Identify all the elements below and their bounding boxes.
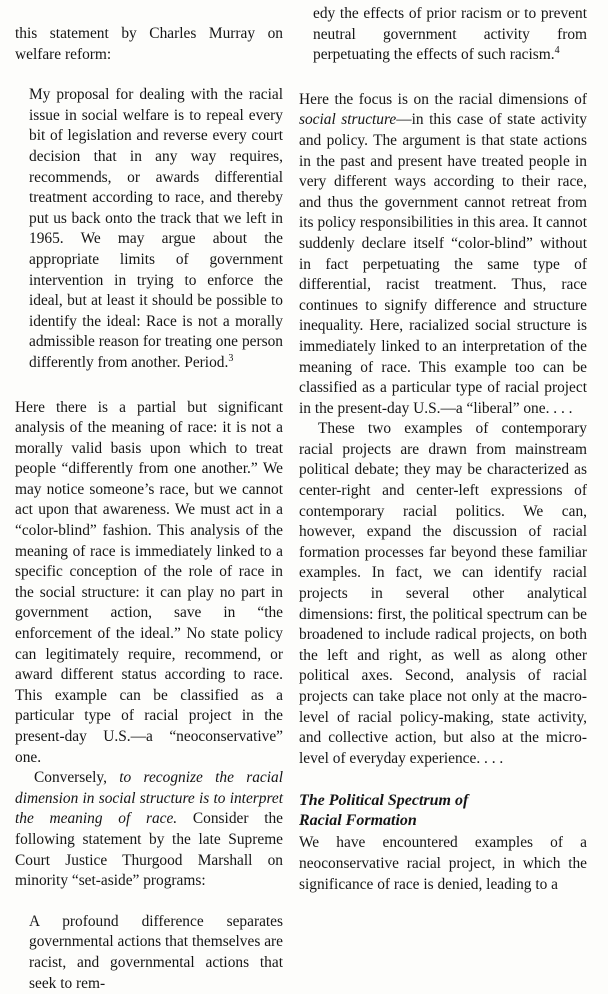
focus-start: Here the focus is on the racial dimensions of [299,90,587,108]
murray-quote [29,85,283,373]
intro-paragraph: this statement by Charles Murray on welfare reform: [15,25,283,63]
footnote-ref-4: 4 [554,45,560,57]
marshall-quote-start: A profound difference separates governmental actions that themselves are racist, and governmental actions that seek to rem- [29,912,283,992]
section-heading [299,791,587,831]
footnote-ref-3: 3 [228,352,234,364]
marshall-quote-cont [313,4,587,66]
neoconservative-analysis-paragraph: Here there is a partial but significant analysis of the meaning of race: it is not a morally valid basis upon which to treat people “differently from one another.” We may notice someone’s race, but we cannot act upon that awareness. We must act in a “color-blind” fashion. This analysis of the meaning of race is immediately linked to a specific conception of the role of race in the social structure: it can play no part in government action, save in “the enforcement of the ideal.” No state policy can legitimately require, recommend, or award different status according to race. This example can be classified as a particular type of racial project in the present-day U.S.—a “neoconservative” one. [15,398,283,766]
conversely-start: Conversely, [34,769,120,787]
right-column [299,0,587,895]
marshall-quote-cont-text: edy the effects of prior racism or to prevent neutral government activity from perpetuating the effects of such racism. [313,5,587,64]
section-heading-line1: The Political Spectrum of [299,792,469,810]
focus-end: —in this case of state activity and policy. The argument is that state actions in the past and present have treated people in very different ways according to their race, and thus the government cannot retreat from its policy responsibilities in this area. It cannot suddenly declare itself “color-blind” without in fact perpetuating the same type of differential, racist treatment. Thus, race continues to signify difference and structure inequality. Here, racialized social structure is immediately linked to an interpretation of the meaning of race. This example too can be classified as a particular type of racial project in the present-day U.S.—a “liberal” one. . . . [299,111,587,417]
two-examples-paragraph: These two examples of contemporary racial projects are drawn from mainstream political debate; they may be characterized as center-right and center-left expressions of contemporary racial politics. We can, however, expand the discussion of racial formation processes far beyond these familiar examples. In fact, we can identify racial projects in several other analytical dimensions: first, the political spectrum can be broadened to include radical projects, on both the left and right, as well as along other political axes. Second, analysis of racial projects can take place not only at the macro-level of racial policy-making, state activity, and collective action, but also at the micro-level of everyday experience. . . . [299,420,587,767]
conversely-italic: to recognize the racial dimension in social structure is to interpret the meaning of race. [15,769,284,828]
conversely-paragraph [15,768,283,892]
section-heading-line2: Racial Formation [299,812,417,830]
left-column [15,0,283,994]
focus-italic: social structure [299,111,397,129]
murray-quote-text: My proposal for dealing with the racial issue in social welfare is to repeal every bit of legislation and reverse every court decision that in any way requires, recommends, or awards differential treatment according to race, and thereby put us back onto the track that we left in 1965. We may argue about the appropriate limits of government intervention in trying to enforce the ideal, but at least it should be possible to identify the ideal: Race is not a morally admissible reason for treating one person differently from another. Period. [29,86,283,371]
conversely-end: Consider the following statement by the late Supreme Court Justice Thurgood Marshall on minority “set-aside” programs: [15,810,284,890]
focus-paragraph [299,90,587,420]
encountered-paragraph: We have encountered examples of a neoconservative racial project, in which the significance of race is denied, leading to a [299,834,587,893]
